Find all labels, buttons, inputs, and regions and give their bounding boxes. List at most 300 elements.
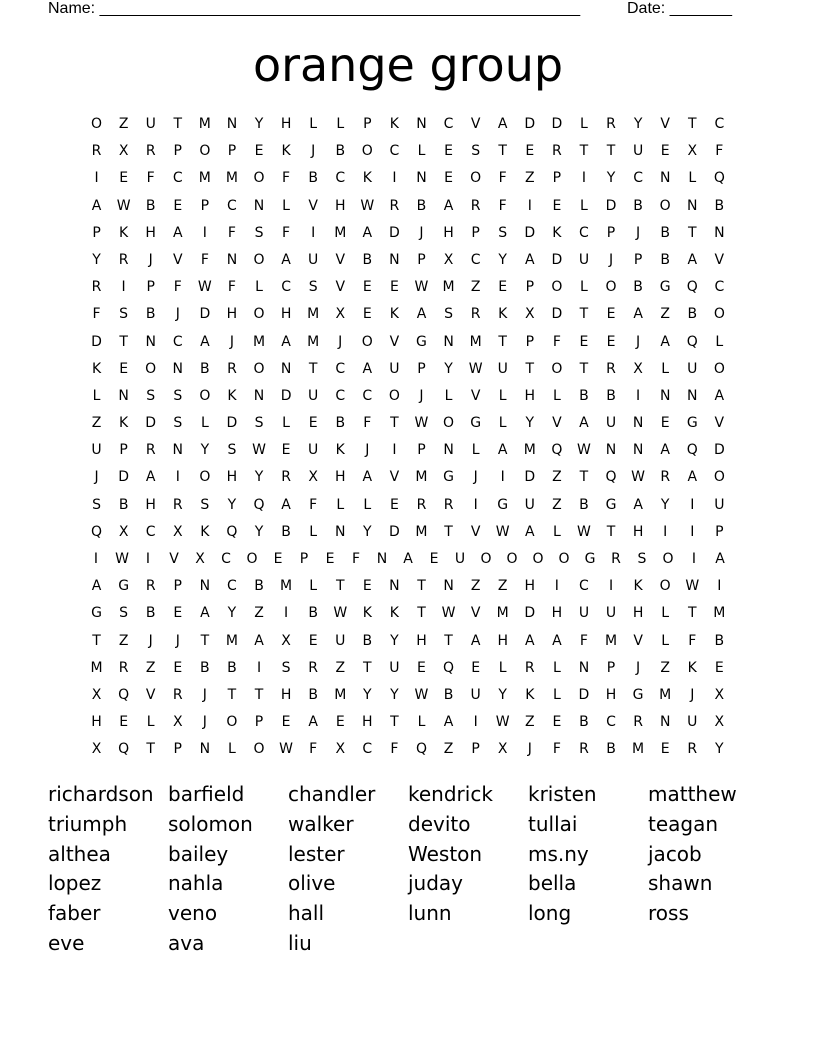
grid-letter: X xyxy=(172,523,183,540)
grid-letter: A xyxy=(362,469,373,486)
grid-letter: R xyxy=(470,197,481,214)
grid-letter: B xyxy=(200,360,210,377)
grid-letter: A xyxy=(633,496,643,513)
grid-row xyxy=(83,413,733,440)
grid-letter: W xyxy=(115,551,129,567)
grid-letter: P xyxy=(471,741,480,758)
word-list-item: richardson xyxy=(48,782,154,806)
grid-letter: Z xyxy=(497,578,508,595)
grid-letter: B xyxy=(145,197,156,214)
grid-letter: D xyxy=(280,387,292,404)
grid-letter: T xyxy=(92,632,101,649)
grid-letter: O xyxy=(551,279,563,296)
word-list-item: bella xyxy=(528,871,577,896)
grid-letter: M xyxy=(496,605,509,622)
grid-letter: A xyxy=(633,306,643,323)
grid-letter: N xyxy=(443,333,454,350)
grid-letter: M xyxy=(523,442,536,459)
grid-letter: R xyxy=(145,578,156,595)
grid-letter: I xyxy=(145,551,151,567)
grid-letter: E xyxy=(308,632,318,649)
grid-letter: A xyxy=(525,523,535,540)
grid-row xyxy=(83,603,733,630)
grid-letter: O xyxy=(361,143,373,160)
grid-letter: N xyxy=(376,551,388,567)
grid-letter: A xyxy=(416,306,427,323)
grid-letter: E xyxy=(254,143,264,160)
grid-letter: G xyxy=(584,551,596,567)
grid-letter: A xyxy=(525,251,535,268)
grid-letter: W xyxy=(116,197,131,214)
grid-letter: B xyxy=(416,197,427,214)
grid-letter: Q xyxy=(118,686,130,703)
grid-letter: N xyxy=(632,415,644,432)
grid-letter: X xyxy=(497,741,508,758)
grid-letter: V xyxy=(470,116,481,132)
grid-letter: T xyxy=(579,360,589,377)
grid-letter: T xyxy=(687,605,697,622)
grid-letter: N xyxy=(687,197,698,214)
grid-letter: A xyxy=(91,197,102,214)
grid-letter: O xyxy=(470,170,482,187)
grid-letter: I xyxy=(608,578,614,595)
grid-letter: I xyxy=(256,659,262,676)
header xyxy=(48,0,748,20)
grid-letter: C xyxy=(579,578,589,595)
word-list-item: eve xyxy=(48,930,85,955)
grid-letter: P xyxy=(119,442,128,459)
grid-letter: E xyxy=(173,197,183,214)
grid-letter: T xyxy=(498,333,507,350)
grid-letter: C xyxy=(281,279,291,296)
grid-letter: S xyxy=(200,496,210,513)
grid-letter: X xyxy=(687,143,698,160)
grid-letter: B xyxy=(606,741,616,758)
grid-letter: D xyxy=(551,116,563,132)
grid-letter: J xyxy=(202,714,207,731)
grid-letter: I xyxy=(121,279,126,296)
grid-letter: C xyxy=(470,251,481,268)
grid-letter: V xyxy=(169,551,179,567)
grid-letter: P xyxy=(715,523,724,540)
grid-letter: B xyxy=(362,632,373,649)
grid-letter: V xyxy=(470,523,481,540)
grid-letter: A xyxy=(443,714,454,731)
grid-row xyxy=(83,467,733,494)
grid-row xyxy=(83,250,733,277)
grid-letter: T xyxy=(498,143,507,160)
grid-letter: L xyxy=(471,442,480,459)
grid-letter: P xyxy=(417,251,426,268)
grid-letter: T xyxy=(390,415,399,432)
grid-letter: C xyxy=(443,116,454,132)
grid-letter: P xyxy=(227,143,237,160)
grid-letter: E xyxy=(173,605,183,622)
grid-letter: Y xyxy=(254,116,264,132)
grid-letter: X xyxy=(195,551,205,567)
grid-letter: R xyxy=(633,714,643,731)
grid-letter: D xyxy=(605,197,617,214)
grid-letter: E xyxy=(606,306,616,323)
grid-letter: F xyxy=(498,197,507,214)
grid-letter: S xyxy=(308,279,318,296)
grid-letter: U xyxy=(308,251,319,268)
grid-letter: V xyxy=(470,605,481,622)
grid-letter: R xyxy=(660,469,671,486)
word-list-item: shawn xyxy=(648,871,713,896)
grid-letter: U xyxy=(470,686,481,703)
grid-letter: R xyxy=(172,496,183,513)
grid-letter: G xyxy=(416,333,427,350)
grid-letter: L xyxy=(552,659,561,676)
grid-letter: O xyxy=(558,551,570,567)
grid-letter: X xyxy=(335,306,346,323)
grid-letter: L xyxy=(92,387,101,404)
grid-letter: Q xyxy=(415,741,427,758)
grid-letter: Z xyxy=(470,578,481,595)
grid-letter: B xyxy=(308,170,318,187)
grid-letter: C xyxy=(362,387,373,404)
grid-letter: E xyxy=(173,659,183,676)
grid-letter: N xyxy=(226,251,238,268)
grid-letter: E xyxy=(471,659,481,676)
grid-letter: U xyxy=(714,496,725,513)
grid-letter: V xyxy=(633,632,643,649)
grid-letter: J xyxy=(636,333,641,350)
grid-letter: U xyxy=(389,659,400,676)
word-list-item: Weston xyxy=(408,841,483,866)
grid-letter: G xyxy=(91,605,102,622)
grid-letter: R xyxy=(118,251,129,268)
grid-letter: E xyxy=(389,496,399,513)
grid-letter: S xyxy=(498,224,508,241)
grid-letter: N xyxy=(199,578,211,595)
grid-letter: J xyxy=(148,251,153,268)
grid-letter: R xyxy=(416,496,427,513)
grid-letter: J xyxy=(94,469,99,486)
grid-letter: O xyxy=(443,415,455,432)
grid-letter: X xyxy=(335,741,346,758)
grid-letter: T xyxy=(606,523,616,540)
grid-letter: F xyxy=(498,170,507,187)
grid-letter: B xyxy=(254,578,264,595)
grid-letter: E xyxy=(119,714,129,731)
grid-letter: K xyxy=(389,116,399,132)
word-list-item: solomon xyxy=(168,811,253,836)
grid-letter: C xyxy=(335,170,346,187)
grid-letter: H xyxy=(605,686,617,703)
grid-letter: F xyxy=(173,279,182,296)
grid-letter: P xyxy=(173,143,182,160)
grid-letter: I xyxy=(94,170,99,187)
grid-letter: E xyxy=(429,551,439,567)
grid-row xyxy=(83,386,733,413)
grid-letter: T xyxy=(335,578,345,595)
grid-row xyxy=(83,576,733,603)
grid-letter: M xyxy=(415,469,428,486)
grid-letter: B xyxy=(579,387,589,404)
word-list-item: lunn xyxy=(408,901,452,926)
word-list-item: juday xyxy=(408,871,464,896)
grid-letter: F xyxy=(552,333,561,350)
word-list-item: long xyxy=(528,901,572,926)
grid-letter: J xyxy=(148,632,153,649)
grid-letter: Z xyxy=(443,741,454,758)
grid-letter: A xyxy=(687,469,698,486)
grid-letter: N xyxy=(118,387,129,404)
word-list xyxy=(48,780,778,959)
word-list-item: barfield xyxy=(168,782,245,806)
grid-letter: Z xyxy=(552,496,562,513)
grid-letter: T xyxy=(687,116,697,132)
grid-letter: O xyxy=(253,251,265,268)
grid-letter: M xyxy=(307,333,320,350)
grid-letter: B xyxy=(606,387,616,404)
grid-letter: T xyxy=(146,741,155,758)
grid-letter: X xyxy=(172,714,183,731)
word-list-item: bailey xyxy=(168,841,229,866)
grid-letter: Q xyxy=(686,279,698,296)
grid-letter: N xyxy=(578,659,590,676)
grid-letter: A xyxy=(715,551,725,567)
grid-letter: N xyxy=(253,197,265,214)
word-list-item: faber xyxy=(48,901,101,926)
grid-letter: U xyxy=(605,415,617,432)
grid-row xyxy=(83,549,733,576)
grid-letter: R xyxy=(524,659,535,676)
grid-letter: N xyxy=(145,333,156,350)
grid-letter: I xyxy=(663,523,668,540)
grid-letter: I xyxy=(690,523,695,540)
grid-letter: L xyxy=(498,659,507,676)
grid-letter: N xyxy=(632,442,644,459)
grid-letter: D xyxy=(551,251,563,268)
grid-letter: G xyxy=(118,578,130,595)
word-list-item: olive xyxy=(288,871,336,896)
grid-letter: P xyxy=(417,360,426,377)
grid-letter: A xyxy=(281,496,291,513)
grid-letter: N xyxy=(172,360,184,377)
grid-letter: E xyxy=(552,197,562,214)
grid-letter: O xyxy=(605,279,617,296)
grid-letter: T xyxy=(606,143,616,160)
grid-letter: I xyxy=(93,551,99,567)
grid-letter: T xyxy=(444,523,453,540)
word-list-item: liu xyxy=(288,930,312,955)
grid-letter: Y xyxy=(227,605,237,622)
grid-letter: O xyxy=(246,551,258,567)
grid-letter: U xyxy=(687,360,698,377)
grid-letter: P xyxy=(363,116,372,132)
grid-letter: Q xyxy=(253,496,265,513)
grid-letter: I xyxy=(636,387,641,404)
grid-letter: Y xyxy=(390,632,399,649)
grid-letter: P xyxy=(200,197,210,214)
grid-letter: W xyxy=(577,442,591,459)
grid-letter: K xyxy=(281,143,291,160)
grid-letter: B xyxy=(633,279,643,296)
grid-letter: A xyxy=(525,632,535,649)
word-list-item: hall xyxy=(288,901,325,926)
grid-letter: F xyxy=(146,170,155,187)
grid-letter: V xyxy=(172,251,183,268)
grid-letter: J xyxy=(229,333,234,350)
grid-letter: T xyxy=(119,333,128,350)
grid-letter: F xyxy=(309,496,318,513)
grid-letter: B xyxy=(308,605,318,622)
grid-letter: H xyxy=(497,632,508,649)
word-list-item: chandler xyxy=(288,782,376,806)
word-list-item: teagan xyxy=(648,811,719,836)
grid-letter: L xyxy=(552,523,561,540)
grid-letter: W xyxy=(414,686,429,703)
grid-row xyxy=(83,277,733,304)
grid-letter: E xyxy=(417,659,426,676)
grid-letter: O xyxy=(226,714,238,731)
grid-letter: L xyxy=(309,116,318,132)
grid-letter: Y xyxy=(715,741,724,758)
grid-letter: Z xyxy=(145,659,156,676)
grid-letter: Y xyxy=(227,496,237,513)
grid-letter: O xyxy=(199,143,211,160)
grid-letter: T xyxy=(173,116,183,132)
grid-letter: L xyxy=(498,387,507,404)
grid-letter: P xyxy=(471,224,480,241)
grid-letter: S xyxy=(471,143,481,160)
grid-letter: R xyxy=(611,551,621,567)
grid-letter: O xyxy=(253,360,265,377)
grid-letter: F xyxy=(282,224,291,241)
grid-letter: F xyxy=(688,632,697,649)
grid-letter: A xyxy=(281,333,291,350)
grid-letter: W xyxy=(441,605,456,622)
grid-letter: U xyxy=(605,605,617,622)
grid-letter: S xyxy=(173,415,183,432)
grid-letter: L xyxy=(336,496,345,513)
grid-letter: N xyxy=(687,387,698,404)
grid-letter: A xyxy=(470,632,481,649)
grid-letter: B xyxy=(118,496,129,513)
grid-letter: O xyxy=(532,551,544,567)
grid-letter: R xyxy=(552,143,562,160)
grid-letter: M xyxy=(334,686,347,703)
grid-letter: N xyxy=(335,523,346,540)
grid-letter: L xyxy=(417,714,426,731)
grid-letter: E xyxy=(660,415,670,432)
grid-letter: J xyxy=(175,306,180,323)
grid-letter: V xyxy=(714,415,725,432)
grid-letter: O xyxy=(253,306,265,323)
grid-letter: D xyxy=(199,306,211,323)
grid-letter: T xyxy=(579,469,589,486)
grid-letter: Y xyxy=(606,170,616,187)
grid-letter: P xyxy=(146,279,155,296)
grid-letter: H xyxy=(551,605,563,622)
grid-letter: L xyxy=(228,741,236,758)
grid-letter: V xyxy=(335,251,346,268)
grid-letter: P xyxy=(254,714,264,731)
grid-letter: E xyxy=(389,279,399,296)
grid-letter: Q xyxy=(686,442,698,459)
grid-letter: Y xyxy=(498,686,507,703)
grid-letter: U xyxy=(145,116,156,132)
grid-letter: U xyxy=(524,496,535,513)
grid-letter: E xyxy=(525,143,535,160)
grid-letter: I xyxy=(311,224,316,241)
grid-letter: D xyxy=(524,116,536,132)
grid-letter: T xyxy=(363,659,372,676)
grid-letter: X xyxy=(91,686,102,703)
grid-letter: F xyxy=(227,224,236,241)
grid-letter: N xyxy=(253,387,265,404)
grid-letter: D xyxy=(551,306,563,323)
grid-letter: E xyxy=(714,659,724,676)
grid-letter: X xyxy=(714,686,725,703)
grid-letter: U xyxy=(91,442,102,459)
grid-letter: N xyxy=(226,116,238,132)
grid-letter: N xyxy=(389,578,400,595)
grid-letter: Y xyxy=(525,415,535,432)
grid-letter: L xyxy=(282,197,290,214)
grid-letter: F xyxy=(715,143,724,160)
grid-letter: H xyxy=(632,523,644,540)
grid-letter: B xyxy=(660,251,670,268)
grid-letter: C xyxy=(335,360,346,377)
grid-letter: D xyxy=(578,686,590,703)
grid-letter: A xyxy=(145,469,156,486)
grid-letter: Z xyxy=(118,116,129,132)
grid-row xyxy=(83,223,733,250)
grid-row xyxy=(83,440,733,467)
grid-letter: Q xyxy=(443,659,455,676)
grid-letter: V xyxy=(145,686,156,703)
grid-letter: V xyxy=(389,333,400,350)
grid-letter: E xyxy=(498,279,508,296)
grid-letter: S xyxy=(92,496,101,513)
grid-letter: Z xyxy=(254,605,264,622)
grid-letter: G xyxy=(470,415,482,432)
word-list-item: walker xyxy=(288,811,354,836)
grid-letter: H xyxy=(91,714,102,731)
grid-letter: R xyxy=(579,741,589,758)
grid-letter: R xyxy=(470,306,481,323)
grid-letter: O xyxy=(713,469,725,486)
grid-letter: W xyxy=(333,605,348,622)
grid-letter: C xyxy=(227,578,237,595)
grid-letter: E xyxy=(308,415,318,432)
grid-letter: N xyxy=(199,741,211,758)
grid-letter: M xyxy=(659,686,672,703)
grid-letter: T xyxy=(579,306,589,323)
grid-letter: Q xyxy=(226,523,238,540)
grid-letter: S xyxy=(119,306,129,323)
grid-row xyxy=(83,522,733,549)
grid-letter: L xyxy=(444,387,453,404)
grid-letter: C xyxy=(714,116,725,132)
word-list-item: tullai xyxy=(528,811,578,836)
grid-letter: H xyxy=(226,469,238,486)
grid-letter: L xyxy=(661,360,670,377)
grid-letter: T xyxy=(579,143,589,160)
grid-letter: F xyxy=(390,741,399,758)
grid-row xyxy=(83,739,733,766)
grid-letter: O xyxy=(145,360,157,377)
grid-letter: O xyxy=(253,170,265,187)
grid-letter: T xyxy=(417,605,426,622)
grid-letter: E xyxy=(579,333,589,350)
grid-letter: X xyxy=(308,469,318,486)
grid-letter: I xyxy=(690,496,695,513)
